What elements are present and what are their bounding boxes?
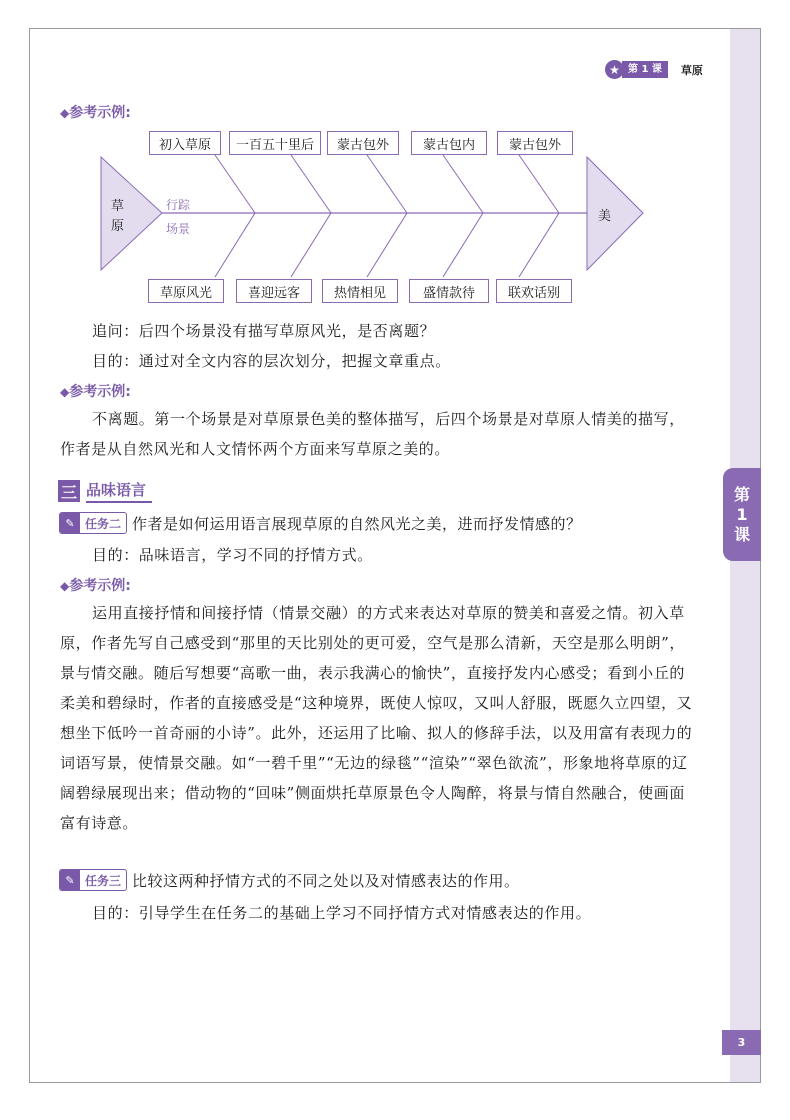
reference-label-text: 参考示例: [69,578,131,594]
upper-bones [215,155,559,213]
purpose-text-2: 目的：品味语言，学习不同的抒情方式。 [92,546,373,564]
top-box-3: 蒙古包外 [327,131,399,155]
star-icon: ★ [605,60,624,79]
task-icon: ✎ [60,870,80,890]
side-tab-line3: 课 [733,524,750,544]
reference-label-2 [60,381,131,401]
lower-bones [215,213,559,277]
header-title: 草原 [680,63,703,77]
reference-label-text: 参考示例: [69,384,131,400]
bottom-box-2: 喜迎远客 [236,279,312,303]
section-heading [58,479,152,503]
task2-label: 任务二 [80,515,126,532]
top-box-1: 初入草原 [149,131,221,155]
task2-badge [59,512,127,534]
side-tab-line2: 1 [736,504,748,524]
task3-question: 比较这两种抒情方式的不同之处以及对情感表达的作用。 [132,871,520,890]
diamond-icon: ◆ [60,385,70,399]
top-box-4: 蒙古包内 [411,131,487,155]
answer-paragraph-1: 不离题。第一个场景是对草原景色美的整体描写，后四个场景是对草原人情美的描写，作者是从自然风光和人文情怀两个方面来写草原之美的。 [60,410,685,458]
fish-head-label-1: 草 [111,199,125,214]
lesson-side-tab [723,468,761,561]
top-box-2: 一百五十里后 [229,131,321,155]
diamond-icon: ◆ [60,579,70,593]
section-number: 三 [58,480,80,502]
bottom-box-5: 联欢话别 [496,279,572,303]
bottom-box-3: 热情相见 [322,279,398,303]
follow-up-question: 追问：后四个场景没有描写草原风光，是否离题？ [92,322,436,340]
fish-head-label-2: 原 [111,219,125,234]
bottom-box-1: 草原风光 [148,279,224,303]
side-tab-line1: 第 [733,484,750,504]
purpose-text-3: 目的：引导学生在任务二的基础上学习不同抒情方式对情感表达的作用。 [92,904,592,922]
reference-label-3 [60,575,131,595]
section-title: 品味语言 [86,479,152,503]
answer-paragraph-2: 运用直接抒情和间接抒情（情景交融）的方式来表达对草原的赞美和喜爱之情。初入草原，作者先写自己感受到“那里的天比别处的更可爱，空气是那么清新，天空是那么明朗”，景与情交融。随后写想要“高歌一曲，表示我满心的愉快”，直接抒发内心感受；看到小丘的柔美和碧绿时，作者的直接感受是“这种境界，既使人惊叹，又叫人舒服，既愿久立四望，又想坐下低吟一首奇丽的小诗”。此外，还运用了比喻、拟人的修辞手法，以及用富有表现力的词语写景，使情景交融。如“一碧千里”“无边的绿毯”“渲染”“翠色欲流”，形象地将草原的辽阔碧绿展现出来；借动物的“回味”侧面烘托草原景色令人陶醉，将景与情自然融合，使画面富有诗意。 [60,604,693,832]
fish-tail-label: 美 [598,209,612,224]
bottom-box-4: 盛情款待 [409,279,489,303]
task2-row [59,512,582,534]
task3-badge [59,869,127,891]
spine-label-bottom: 场景 [166,222,191,236]
task3-label: 任务三 [80,872,126,889]
fishbone-diagram [0,0,790,320]
diamond-icon: ◆ [60,106,70,120]
task2-question: 作者是如何运用语言展现草原的自然风光之美，进而抒发情感的？ [132,514,582,533]
task-icon: ✎ [60,513,80,533]
reference-label-text: 参考示例: [69,105,131,121]
task3-row [59,869,520,891]
page-number: 3 [722,1030,761,1055]
top-box-5: 蒙古包外 [497,131,573,155]
purpose-text-1: 目的：通过对全文内容的层次划分，把握文章重点。 [92,352,451,370]
fish-tail [587,157,643,270]
lesson-badge: 第 1 课 [622,61,668,78]
spine-label-top: 行踪 [166,198,191,212]
